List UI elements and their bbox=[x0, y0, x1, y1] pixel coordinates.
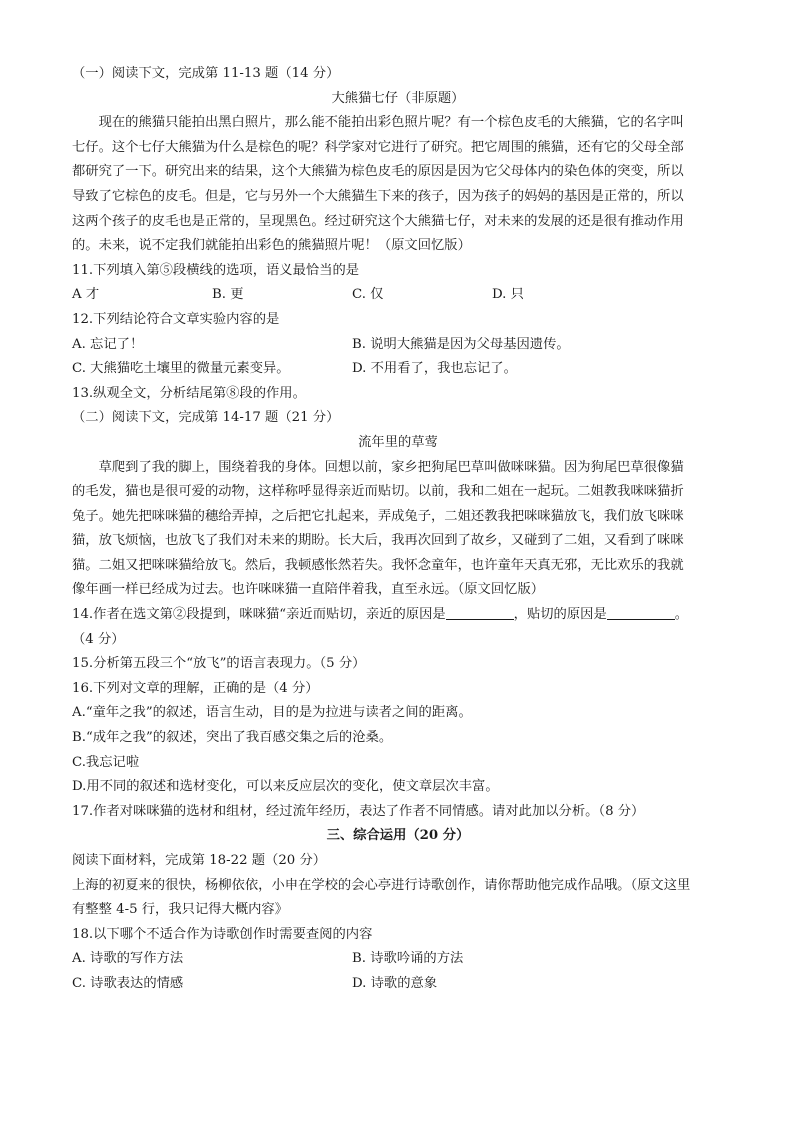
q14-text-3: 。 bbox=[674, 607, 689, 623]
passage-line: 兔子。她先把咪咪猫的穗给弄掉，之后把它扎起来，弄成兔子，二姐还教我把咪咪猫放飞，我们放飞咪咪 bbox=[72, 508, 684, 524]
q18-stem: 18.以下哪个不适合作为诗歌创作时需要查阅的内容 bbox=[72, 926, 373, 942]
exam-page bbox=[72, 62, 724, 997]
passage-line: 这两个孩子的皮毛也是正常的，呈现黑色。经过研究这个大熊猫七仔，对未来的发展的还是很有推动作用 bbox=[72, 213, 684, 229]
q16-option-b: B.“成年之我”的叙述，突出了我百感交集之后的沧桑。 bbox=[72, 730, 393, 746]
passage-line: 现在的熊猫只能拍出黑白照片，那么能不能拍出彩色照片呢？有一个棕色皮毛的大熊猫，它的名字叫 bbox=[98, 115, 684, 131]
q18-option-b: B. 诗歌吟诵的方法 bbox=[352, 951, 464, 967]
section1-heading: （一）阅读下文，完成第 11-13 题（14 分） bbox=[72, 66, 340, 81]
q12-option-d: D. 不用看了，我也忘记了。 bbox=[352, 361, 517, 377]
section1-passage bbox=[72, 111, 724, 259]
q18-option-d: D. 诗歌的意象 bbox=[352, 975, 438, 991]
q11-option-a: A 才 bbox=[72, 287, 100, 303]
passage-line: 的毛发，猫也是很可爱的动物，这样称呼显得亲近而贴切。以前，我和二姐在一起玩。二姐教我咪咪猫折 bbox=[72, 484, 684, 500]
q12-stem: 12.下列结论符合文章实验内容的是 bbox=[72, 311, 280, 327]
q16-stem: 16.下列对文章的理解，正确的是（4 分） bbox=[72, 680, 319, 696]
q16-option-a: A.“童年之我”的叙述，语言生动，目的是为拉进与读者之间的距离。 bbox=[72, 705, 472, 721]
q11-option-b: B. 更 bbox=[212, 287, 244, 303]
passage-line: 七仔。这个七仔大熊猫为什么是棕色的呢？科学家对它进行了研究。把它周围的熊猫，还有它的父母全部 bbox=[72, 139, 684, 155]
q11-option-c: C. 仅 bbox=[352, 287, 384, 303]
q18-option-a: A. 诗歌的写作方法 bbox=[72, 951, 184, 967]
q18-options-row1 bbox=[72, 947, 724, 972]
q11-stem: 11.下列填入第⑤段横线的选项，语义最恰当的是 bbox=[72, 262, 360, 278]
section2-passage bbox=[72, 456, 724, 604]
q12-option-a: A. 忘记了！ bbox=[72, 336, 144, 352]
q12-option-b: B. 说明大熊猫是因为父母基因遗传。 bbox=[352, 336, 570, 352]
section2-heading: （二）阅读下文，完成第 14-17 题（21 分） bbox=[72, 410, 340, 426]
passage-line: 草爬到了我的脚上，围绕着我的身体。回想以前，家乡把狗尾巴草叫做咪咪猫。因为狗尾巴草很像猫 bbox=[98, 459, 684, 475]
section2-title: 流年里的草莺 bbox=[358, 434, 438, 450]
passage-line: 猫。二姐又把咪咪猫给放飞。然后，我顿感怅然若失。我怀念童年，也许童年天真无邪，无比欢乐的我就 bbox=[72, 557, 684, 573]
q14-stem bbox=[72, 603, 724, 628]
q12-option-c: C. 大熊猫吃土壤里的微量元素变异。 bbox=[72, 361, 290, 377]
section1-title: 大熊猫七仔（非原题） bbox=[331, 90, 465, 106]
answer-blank bbox=[446, 605, 514, 620]
q11-options bbox=[72, 283, 724, 308]
q18-options-row2 bbox=[72, 972, 724, 997]
q16-option-d: D.用不同的叙述和选材变化，可以来反应层次的变化，使文章层次丰富。 bbox=[72, 779, 499, 795]
material-line: 上海的初夏来的很快，杨柳依依，小申在学校的会心亭进行诗歌创作，请你帮助他完成作品哦。（原文这里 bbox=[72, 877, 691, 893]
passage-line: 的。未来，说不定我们就能拍出彩色的熊猫照片呢！（原文回忆版） bbox=[72, 238, 471, 254]
q16-option-c: C.我忘记啦 bbox=[72, 754, 140, 770]
q12-options-row2 bbox=[72, 357, 724, 382]
q14-text-2: ，贴切的原因是 bbox=[513, 607, 607, 623]
q11-option-d: D. 只 bbox=[492, 287, 524, 303]
q14-text-1: 14.作者在选文第②段提到，咪咪猫“亲近而贴切，亲近的原因是 bbox=[72, 607, 446, 623]
section3-intro: 阅读下面材料，完成第 18-22 题（20 分） bbox=[72, 853, 327, 868]
q13-stem: 13.纵观全文，分析结尾第⑧段的作用。 bbox=[72, 385, 306, 401]
q15-stem: 15.分析第五段三个“放飞”的语言表现力。（5 分） bbox=[72, 656, 366, 672]
passage-line: 都研究了一下。研究出来的结果，这个大熊猫为棕色皮毛的原因是因为它父母体内的染色体的突变，所以 bbox=[72, 164, 684, 180]
section3-heading: 三、综合运用（20 分） bbox=[326, 828, 470, 844]
answer-blank bbox=[607, 605, 675, 620]
q17-stem: 17.作者对咪咪猫的选材和组材，经过流年经历，表达了作者不同情感。请对此加以分析。（8 分） bbox=[72, 803, 645, 819]
q18-option-c: C. 诗歌表达的情感 bbox=[72, 975, 184, 991]
passage-line: 像年画一样已经成为过去。也许咪咪猫一直陪伴着我，直至永远。（原文回忆版） bbox=[72, 582, 545, 598]
q12-options-row1 bbox=[72, 333, 724, 358]
passage-line: 导致了它棕色的皮毛。但是，它与另外一个大熊猫生下来的孩子，因为孩子的妈妈的基因是正常的，所以 bbox=[72, 188, 684, 204]
passage-line: 猫，放飞烦恼，也放飞了我们对未来的期盼。长大后，我再次回到了故乡，又碰到了二姐，又看到了咪咪 bbox=[72, 533, 684, 549]
q14-score: （4 分） bbox=[72, 631, 125, 647]
material-line: 有整整 4-5 行，我只记得大概内容》 bbox=[72, 902, 289, 918]
